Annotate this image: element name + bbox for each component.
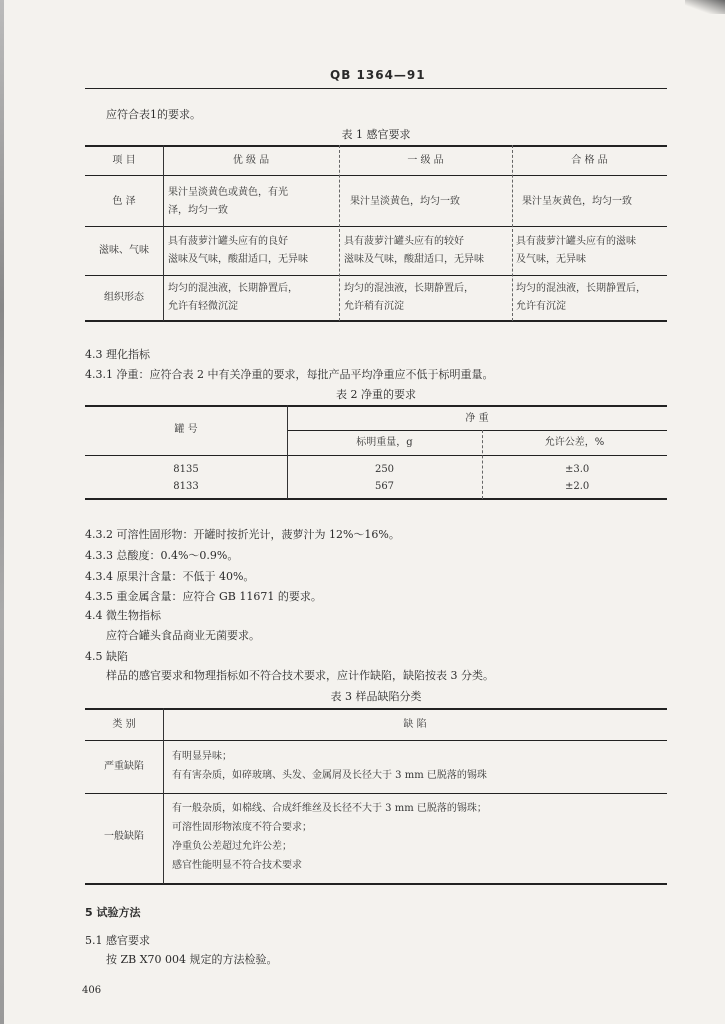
section-4-3-3-text: 4.3.3 总酸度：0.4%～0.9%。 xyxy=(85,549,239,562)
page-number: 406 xyxy=(82,985,102,996)
header-rule xyxy=(85,88,667,89)
table3-severe-label: 严重缺陷 xyxy=(104,761,144,772)
table1-cell: 具有菠萝汁罐头应有的良好 xyxy=(168,236,288,247)
table1-cell: 果汁呈淡黄色，均匀一致 xyxy=(350,196,460,207)
table2-caption: 表 2 净重的要求 xyxy=(336,388,416,401)
intro-text: 应符合表1的要求。 xyxy=(106,108,201,121)
table2-header-tol: 允许公差，% xyxy=(544,437,605,448)
table1-cell: 果汁呈淡黄色或黄色，有光 xyxy=(168,187,288,198)
table1-cell: 果汁呈灰黄色，均匀一致 xyxy=(522,196,632,207)
table1-cell: 具有菠萝汁罐头应有的滋味 xyxy=(516,236,636,247)
table3-header-defect: 缺 陷 xyxy=(403,719,427,730)
section-4-3-heading: 4.3 理化指标 xyxy=(85,348,150,361)
section-4-5-heading: 4.5 缺陷 xyxy=(85,650,128,663)
table2-header-mark: 标明重量，g xyxy=(356,437,413,448)
table2-cell: ±3.0 xyxy=(565,464,590,475)
section-4-4-text: 应符合罐头食品商业无菌要求。 xyxy=(106,629,260,642)
table1-cell: 泽，均匀一致 xyxy=(168,205,228,216)
table1-header-grade-excellent: 优 级 品 xyxy=(232,155,270,166)
table1-cell: 允许有沉淀 xyxy=(516,301,566,312)
section-5-1-text: 按 ZB X70 004 规定的方法检验。 xyxy=(106,953,278,966)
table1-cell: 滋味及气味，酸甜适口，无异味 xyxy=(168,254,308,265)
table3-general-item: 有一般杂质，如棉线、合成纤维丝及长径不大于 3 mm 已脱落的锡珠； xyxy=(172,803,487,814)
table1-cell: 均匀的混浊液，长期静置后， xyxy=(168,283,298,294)
table3-severe-item: 有明显异味； xyxy=(172,751,232,762)
section-4-5-text: 样品的感官要求和物理指标如不符合技术要求，应计作缺陷，缺陷按表 3 分类。 xyxy=(106,669,494,682)
table3-caption: 表 3 样品缺陷分类 xyxy=(330,690,422,703)
table1-row-item: 滋味、气味 xyxy=(99,245,149,256)
table1-caption: 表 1 感官要求 xyxy=(341,128,411,141)
section-5-heading: 5 试验方法 xyxy=(85,906,141,919)
section-4-3-2-text: 4.3.2 可溶性固形物：开罐时按折光计，菠萝汁为 12%～16%。 xyxy=(85,528,400,541)
table3-severe-item: 有有害杂质，如碎玻璃、头发、金属屑及长径大于 3 mm 已脱落的锡珠 xyxy=(172,770,487,781)
scan-edge xyxy=(0,0,4,1024)
section-5-1-heading: 5.1 感官要求 xyxy=(85,934,150,947)
table1-row-item: 组织形态 xyxy=(104,292,144,303)
table2-cell: 8133 xyxy=(173,481,199,492)
table3-general-item: 可溶性固形物浓度不符合要求； xyxy=(172,822,312,833)
table1-cell: 允许稍有沉淀 xyxy=(344,301,404,312)
table1-header-grade-qualified: 合 格 品 xyxy=(571,155,608,166)
section-4-4-heading: 4.4 微生物指标 xyxy=(85,609,161,622)
table3-general-label: 一般缺陷 xyxy=(104,831,144,842)
scan-corner-shadow xyxy=(685,0,725,14)
table2-header-can: 罐 号 xyxy=(174,424,198,435)
section-4-3-5-text: 4.3.5 重金属含量：应符合 GB 11671 的要求。 xyxy=(85,590,322,603)
table1-row-item: 色 泽 xyxy=(112,196,136,207)
table1-cell: 滋味及气味，酸甜适口，无异味 xyxy=(344,254,484,265)
table1-cell: 具有菠萝汁罐头应有的较好 xyxy=(344,236,464,247)
table2-cell: 250 xyxy=(374,464,395,475)
table1-cell: 及气味，无异味 xyxy=(516,254,586,265)
table2-cell: 567 xyxy=(374,481,395,492)
table3-general-item: 感官性能明显不符合技术要求 xyxy=(172,860,302,871)
table1-cell: 均匀的混浊液，长期静置后， xyxy=(344,283,474,294)
standard-number-header: QB 1364—91 xyxy=(330,68,426,82)
table3-general-item: 净重负公差超过允许公差； xyxy=(172,841,292,852)
table2-cell: 8135 xyxy=(173,464,199,475)
table1-cell: 均匀的混浊液，长期静置后， xyxy=(516,283,646,294)
table1-header-item: 项 目 xyxy=(112,155,136,166)
table3-header-category: 类 别 xyxy=(112,719,136,730)
section-4-3-4-text: 4.3.4 原果汁含量：不低于 40%。 xyxy=(85,570,255,583)
table1-header-grade-first: 一 级 品 xyxy=(407,155,444,166)
table2-header-net: 净 重 xyxy=(465,413,489,424)
table2-cell: ±2.0 xyxy=(565,481,590,492)
table1-cell: 允许有轻微沉淀 xyxy=(168,301,238,312)
section-4-3-1-text: 4.3.1 净重：应符合表 2 中有关净重的要求，每批产品平均净重应不低于标明重量。 xyxy=(85,368,494,381)
